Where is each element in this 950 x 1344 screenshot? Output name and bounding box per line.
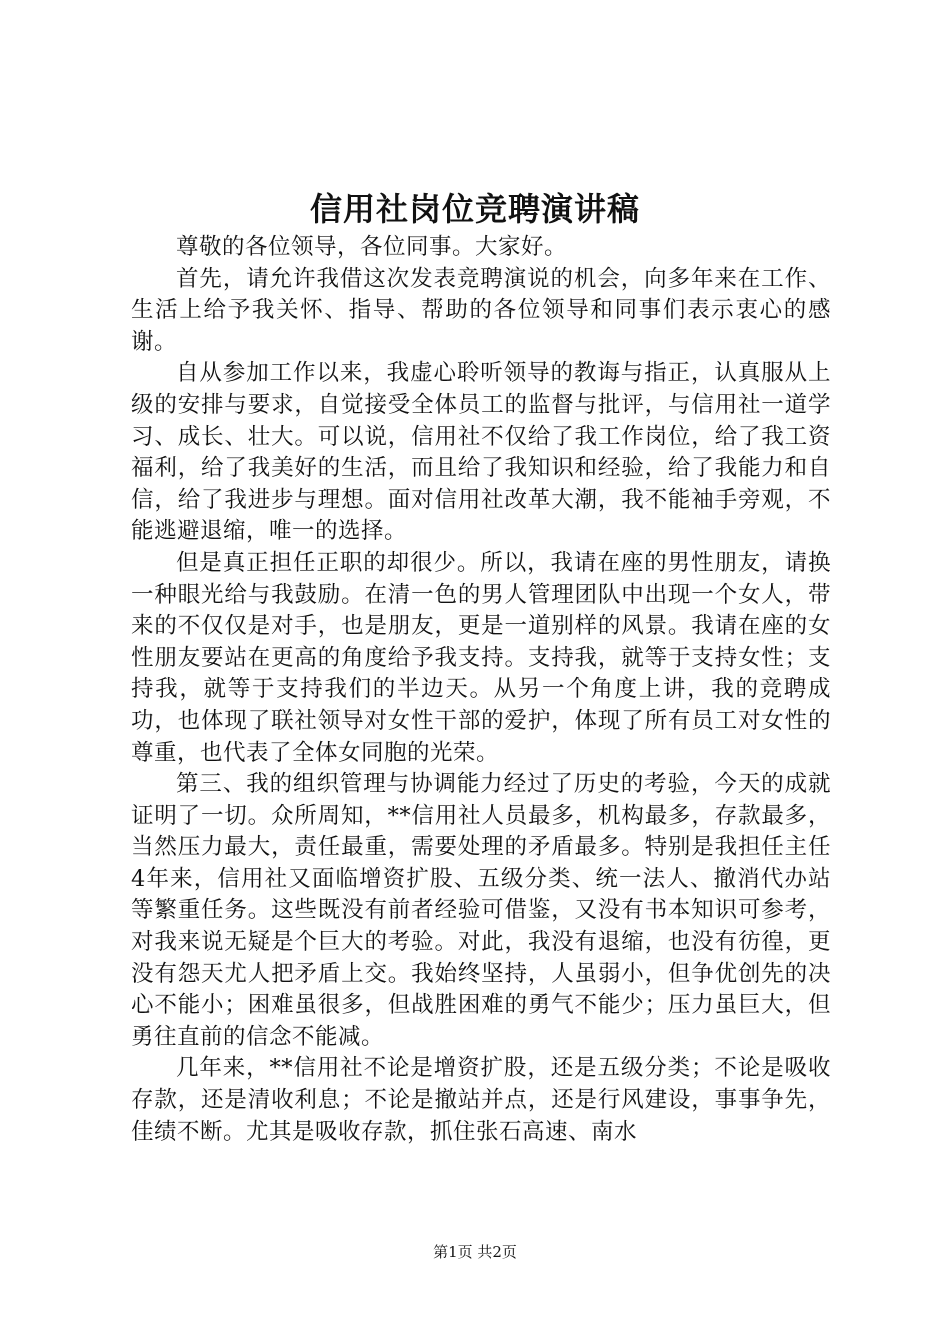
paragraph-women-leadership: 但是真正担任正职的却很少。所以，我请在座的男性朋友，请换一种眼光给与我鼓励。在清一色的男人管理团队中出现一个女人，带来的不仅仅是对手，也是朋友，更是一道别样的风景。我请在座的女性朋友要站在更高的角度给予我支持。支持我，就等于支持女性；支持我，就等于支持我们的半边天。从另一个角度上讲，我的竞聘成功，也体现了联社领导对女性干部的爱护，体现了所有员工对女性的尊重，也代表了全体女同胞的光荣。 xyxy=(131,549,831,766)
page-number-footer: 第1页 共2页 xyxy=(433,1243,517,1261)
paragraph-thanks: 首先，请允许我借这次发表竞聘演说的机会，向多年来在工作、生活上给予我关怀、指导、帮助的各位领导和同事们表示衷心的感谢。 xyxy=(131,265,831,355)
paragraph-management-ability: 第三、我的组织管理与协调能力经过了历史的考验，今天的成就证明了一切。众所周知，**信用社人员最多，机构最多，存款最多，当然压力最大，责任最重，需要处理的矛盾最多。特别是我担任主任4年来，信用社又面临增资扩股、五级分类、统一法人、撤消代办站等繁重任务。这些既没有前者经验可借鉴，又没有书本知识可参考，对我来说无疑是个巨大的考验。对此，我没有退缩，也没有彷徨，更没有怨天尤人把矛盾上交。我始终坚持，人虽弱小，但争优创先的决心不能小；困难虽很多，但战胜困难的勇气不能少；压力虽巨大，但勇往直前的信念不能减。 xyxy=(131,771,831,1050)
paragraph-greeting: 尊敬的各位领导，各位同事。大家好。 xyxy=(176,234,568,260)
document-title: 信用社岗位竞聘演讲稿 xyxy=(309,190,640,228)
paragraph-experience: 自从参加工作以来，我虚心聆听领导的教诲与指正，认真服从上级的安排与要求，自觉接受全体员工的监督与批评，与信用社一道学习、成长、壮大。可以说，信用社不仅给了我工作岗位，给了我工资福利，给了我美好的生活，而且给了我知识和经验，给了我能力和自信，给了我进步与理想。面对信用社改革大潮，我不能袖手旁观，不能逃避退缩，唯一的选择。 xyxy=(131,360,831,545)
document-body xyxy=(131,232,831,1148)
paragraph-achievements: 几年来，**信用社不论是增资扩股，还是五级分类；不论是吸收存款，还是清收利息；不论是撤站并点，还是行风建设，事事争先，佳绩不断。尤其是吸收存款，抓住张石高速、南水 xyxy=(131,1055,831,1145)
